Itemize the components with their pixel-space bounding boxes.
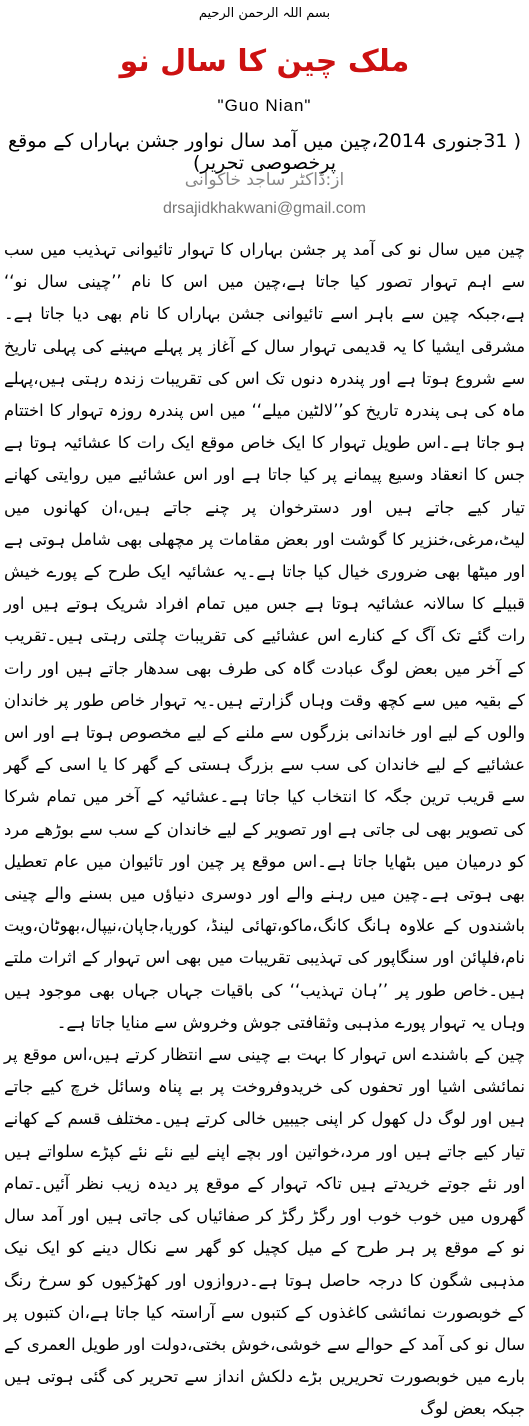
article-subtitle: "Guo Nian" — [217, 96, 312, 115]
article-author: از:ڈاکٹر ساجد خاکوانی — [184, 170, 345, 190]
bismillah-heading: بسم اللہ الرحمن الرحیم — [198, 6, 331, 21]
article-paragraph-1: چین میں سال نو کی آمد پر جشن بہاراں کا تہوار تائیوانی تہذیب میں سب سے اہم تہوار تصور کیا جاتا ہے،چین میں اس کا نام ’’چینی سال نو‘‘ ہے،جبکہ چین سے باہر اسے تائیوانی جشن بہاراں کا نام بھی دیا جاتا ہے۔مشرقی ایشیا کا یہ قدیمی تہوار سال کے آغاز پر پہلے مہینے کی پہلی تاریخ سے شروع ہوتا ہے اور پندرہ دنوں تک اس کی تقریبات زندہ رہتی ہیں،پہلے ماہ کی ہی پندرہ تاریخ کو’’لالٹین میلے‘‘ میں اس پندرہ روزہ تہوار کا اختتام ہو جاتا ہے۔اس طویل تہوار کا ایک خاص موقع ایک رات کا عشائیہ ہوتا ہے جس کا انعقاد وسیع پیمانے پر کیا جاتا ہے اور اس عشائیے میں روایتی کھانے تیار کیے جاتے ہیں اور دسترخوان پر چنے جاتے ہیں،ان کھانوں میں لیٹ،مرغی،خنزیر کا گوشت اور بعض مقامات پر مچھلی بھی شامل ہوتی ہے اور میٹھا بھی ضروری خیال کیا جاتا ہے۔یہ عشائیہ ایک طرح کے پورے خیش قبیلے کا سالانہ عشائیہ ہوتا ہے جس میں تمام افراد شریک ہوتے ہیں اور رات گئے تک آگ کے کنارے اس عشائیے کی تقریبات چلتی رہتی ہیں۔تقریب کے آخر میں بعض لوگ عبادت گاہ کی طرف بھی سدھار جاتے ہیں اور رات کے بقیہ میں سے کچھ وقت وہاں گزارتے ہیں۔یہ تہوار خاص طور پر خاندان والوں کے لیے اور خاندانی بزرگوں سے ملنے کے لیے مخصوص ہوتا ہے اور اس عشائیے کے لیے خاندان کی سب سے بزرگ ہستی کے گھر کا یا اسی کے گھر سے قریب ترین جگہ کا انتخاب کیا جاتا ہے۔عشائیہ کے آخر میں تمام شرکا کی تصویر بھی لی جاتی ہے اور تصویر کے لیے خاندان کے سب سے بوڑھے مرد کو درمیان میں بٹھایا جاتا ہے۔اس موقع پر چین اور تائیوان میں عام تعطیل بھی ہوتی ہے۔چین میں رہنے والے اور دوسری دنیاؤں میں بسنے والے چینی باشندوں کے علاوہ ہانگ کانگ،ماکو،تھائی لینڈ، کوریا،جاپان،نیپال،بھوٹان،ویت نام،فلپائن اور سنگاپور کی تہذیبی تقریبات میں بھی اس تہوار کے اثرات ملتے ہیں۔خاص طور پر ’’ہان تہذیب‘‘ کی باقیات جہاں جہاں بھی موجود ہیں وہاں یہ تہوار پورے مذہبی وثقافتی جوش وخروش سے منایا جاتا ہے۔ — [4, 240, 525, 1032]
article-occasion: ( 31جنوری 2014،چین میں آمد سال نواور جشن بہاراں کے موقع پرخصوصی تحریر) — [8, 130, 521, 174]
article-title: ملک چین کا سال نو — [119, 44, 410, 79]
author-email: drsajidkhakwani@gmail.com — [163, 200, 366, 217]
article-body — [4, 234, 525, 1426]
article-paragraph-2: چین کے باشندے اس تہوار کا بہت بے چینی سے انتظار کرتے ہیں،اس موقع پر نمائشی اشیا اور تحفوں کی خریدوفروخت پر بے پناہ وسائل خرچ کیے جاتے ہیں اور لوگ دل کھول کر اپنی جیبیں خالی کرتے ہیں۔مختلف قسم کے کھانے تیار کیے جاتے ہیں اور مرد،خواتین اور بچے اپنے لیے نئے نئے کپڑے سلواتے ہیں اور نئے جوتے خریدتے ہیں تاکہ تہوار کے موقع پر دیدہ زیب نظر آئیں۔تمام گھروں میں خوب خوب اور رگڑ رگڑ کر صفائیاں کی جاتی ہیں اور آمد سال نو کے موقع پر ہر طرح کے میل کچیل کو گھر سے نکال دینے کو ایک نیک مذہبی شگون کا درجہ حاصل ہوتا ہے۔دروازوں اور کھڑکیوں کو سرخ رنگ کے خوبصورت نمائشی کاغذوں کے کتبوں سے آراستہ کیا جاتا ہے،ان کتبوں پر سال نو کی آمد کے حوالے سے خوشی،خوش بختی،دولت اور طویل العمری کے بارے میں خوبصورت تحریریں بڑے دلکش انداز سے تحریر کی گئی ہوتی ہیں جبکہ بعض لوگ — [4, 1045, 525, 1419]
